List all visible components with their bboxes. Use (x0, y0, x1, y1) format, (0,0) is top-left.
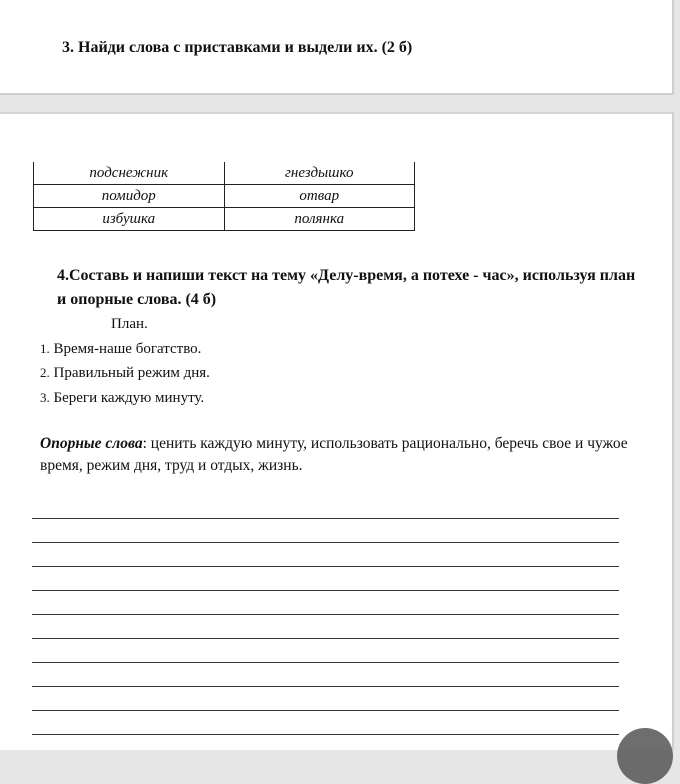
plan-item-number: 3. (40, 390, 50, 405)
table-cell: отвар (224, 185, 415, 208)
writing-line (32, 734, 619, 735)
writing-line (32, 710, 619, 711)
table-cell: помидор (34, 185, 225, 208)
page-top (0, 0, 674, 95)
plan-item (40, 390, 204, 407)
task-3-heading: 3. Найди слова с приставками и выдели их. (2 б) (62, 39, 413, 56)
writing-line (32, 662, 619, 663)
writing-line (32, 542, 619, 543)
table-cell: избушка (34, 208, 225, 231)
support-words-text: : ценить каждую минуту, использовать рационально, беречь свое и чужое время, режим дня, труд и отдых, жизнь. (40, 435, 628, 474)
table-cell: полянка (224, 208, 415, 231)
plan-title: План. (111, 316, 148, 332)
plan-item-number: 2. (40, 365, 50, 380)
table-cell: гнездышко (224, 162, 415, 185)
table-row (34, 185, 415, 208)
table-row (34, 208, 415, 231)
support-words-label: Опорные слова (40, 435, 143, 452)
scroll-button[interactable] (617, 728, 673, 784)
writing-line (32, 614, 619, 615)
plan-item-text: Береги каждую минуту. (53, 390, 205, 406)
support-words (40, 433, 635, 477)
writing-line (32, 566, 619, 567)
writing-line (32, 638, 619, 639)
plan-item-number: 1. (40, 341, 50, 356)
words-table (33, 162, 415, 231)
writing-line (32, 590, 619, 591)
plan-item (40, 341, 201, 358)
task-4-heading: 4.Составь и напиши текст на тему «Делу-время, а потехе - час», используя план и опорные слова. (4 б) (57, 267, 636, 308)
table-cell: подснежник (34, 162, 225, 185)
plan-item (40, 365, 210, 382)
writing-line (32, 686, 619, 687)
plan-item-text: Правильный режим дня. (53, 365, 210, 381)
writing-line (32, 518, 619, 519)
plan-item-text: Время-наше богатство. (53, 341, 202, 357)
table-row (34, 162, 415, 185)
